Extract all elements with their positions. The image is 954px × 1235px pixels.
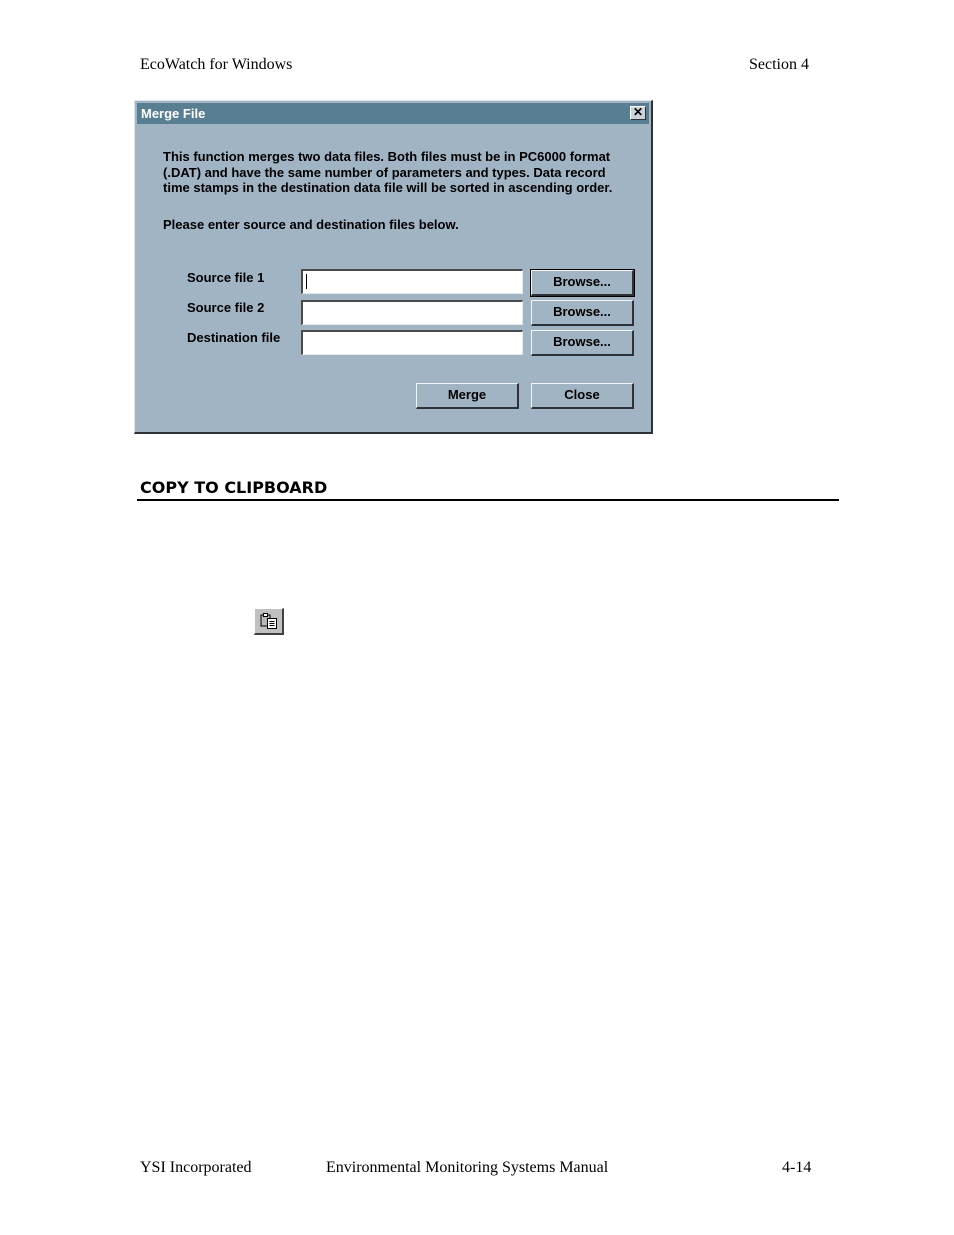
source-file-2-input[interactable]: [301, 300, 523, 325]
text-caret: [306, 274, 307, 289]
merge-file-dialog: [134, 100, 653, 434]
dialog-prompt: Please enter source and destination files below.: [163, 217, 459, 232]
source-file-1-label: Source file 1: [187, 270, 265, 285]
close-icon[interactable]: ✕: [630, 106, 646, 120]
dialog-description: This function merges two data files. Both files must be in PC6000 format (.DAT) and have the same number of parameters and types. Data record time stamps in the destination data file will be sorted in ascending order.: [163, 149, 613, 195]
section-heading: COPY TO CLIPBOARD: [140, 478, 328, 497]
destination-file-input[interactable]: [301, 330, 523, 355]
destination-file-label: Destination file: [187, 330, 281, 345]
footer-page-number: 4-14: [782, 1159, 812, 1176]
dialog-title: Merge File: [141, 106, 206, 121]
footer-manual: Environmental Monitoring Systems Manual: [326, 1159, 609, 1176]
dialog-titlebar: [137, 103, 649, 124]
header-doc-title: EcoWatch for Windows: [140, 56, 293, 73]
browse-destination-button[interactable]: Browse...: [531, 330, 634, 356]
close-button[interactable]: Close: [531, 383, 634, 409]
merge-button[interactable]: Merge: [416, 383, 519, 409]
browse-source-1-button[interactable]: Browse...: [531, 270, 634, 296]
heading-rule: [137, 499, 839, 501]
footer-company: YSI Incorporated: [140, 1159, 252, 1176]
source-file-2-label: Source file 2: [187, 300, 265, 315]
source-file-1-input[interactable]: [301, 269, 523, 294]
header-section: Section 4: [749, 56, 809, 73]
browse-source-2-button[interactable]: Browse...: [531, 300, 634, 326]
copy-to-clipboard-icon[interactable]: [254, 608, 284, 635]
